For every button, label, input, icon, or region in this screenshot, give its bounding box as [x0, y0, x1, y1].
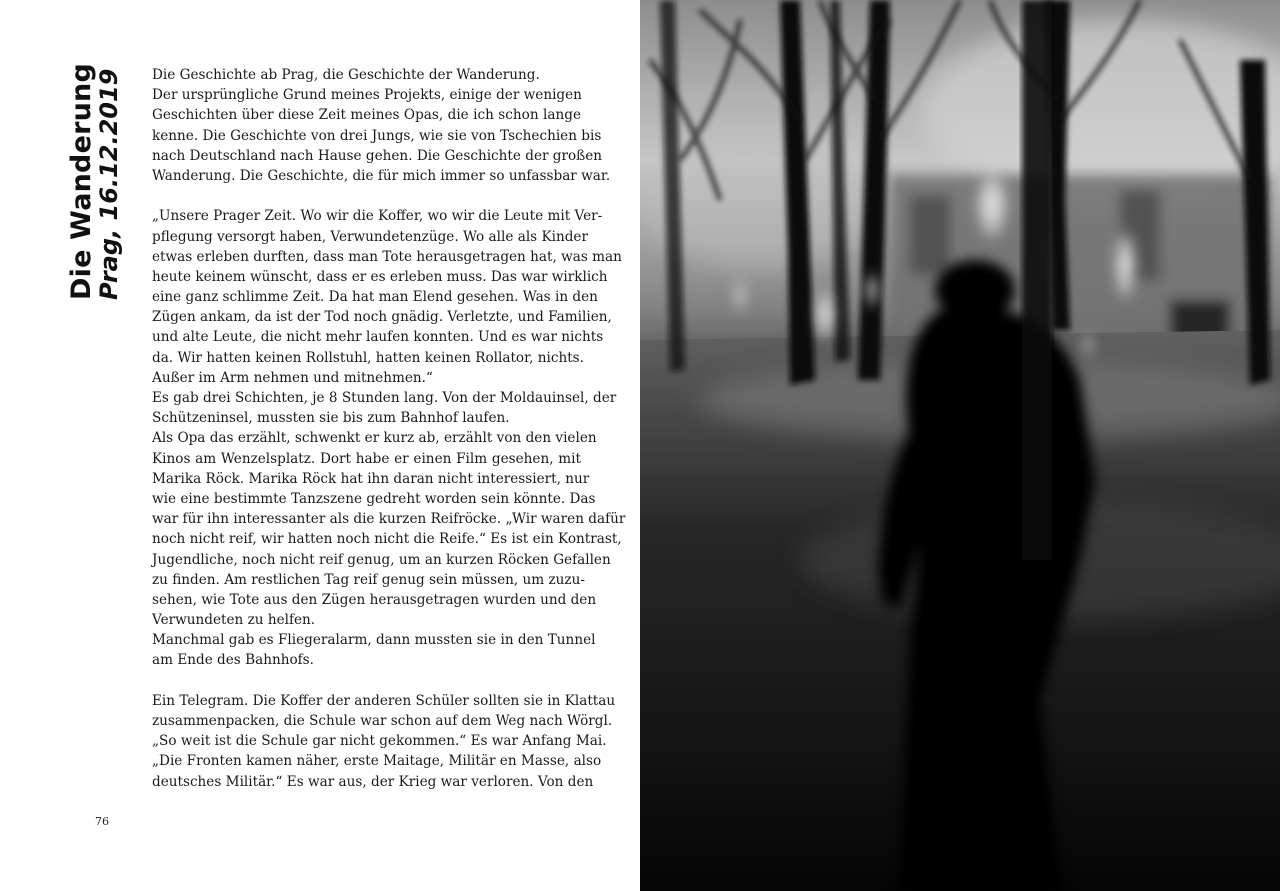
text-line: Kinos am Wenzelsplatz. Dort habe er einen Film gesehen, mit — [152, 450, 581, 467]
text-line: Geschichten über diese Zeit meines Opas, die ich schon lange — [152, 107, 581, 124]
text-line: sehen, wie Tote aus den Zügen herausgetragen wurden und den — [152, 591, 597, 608]
text-line: eine ganz schlimme Zeit. Da hat man Elend gesehen. Was in den — [152, 289, 598, 306]
page-number: 76 — [95, 815, 109, 828]
paragraph-1 — [152, 65, 611, 186]
text-line: und alte Leute, die nicht mehr laufen konnten. Und es war nichts — [152, 329, 604, 346]
text-line: Marika Röck. Marika Röck hat ihn daran nicht interessiert, nur — [152, 470, 590, 487]
chapter-heading — [66, 63, 126, 300]
text-line: pflegung versorgt haben, Verwundetenzüge. Wo alle als Kinder — [152, 228, 588, 245]
text-line: „Die Fronten kamen näher, erste Maitage, Militär en Masse, also — [152, 753, 602, 770]
paragraph-gap — [152, 186, 581, 206]
photo-image — [640, 0, 1280, 891]
text-line: Der ursprüngliche Grund meines Projekts, einige der wenigen — [152, 87, 582, 104]
text-line: Zügen ankam, da ist der Tod noch gnädig. Verletzte, und Familien, — [152, 309, 612, 326]
text-line: deutsches Militär.“ Es war aus, der Krieg war verloren. Von den — [152, 773, 594, 790]
text-line: Wanderung. Die Geschichte, die für mich immer so unfassbar war. — [152, 167, 611, 184]
text-line: „So weit ist die Schule gar nicht gekommen.“ Es war Anfang Mai. — [152, 733, 607, 750]
text-line: nach Deutschland nach Hause gehen. Die Geschichte der großen — [152, 147, 603, 164]
paragraph-2 — [152, 206, 626, 670]
body-text — [152, 65, 626, 792]
paragraph-gap — [152, 671, 581, 691]
text-line: Als Opa das erzählt, schwenkt er kurz ab, erzählt von den vielen — [152, 430, 597, 447]
paragraph-3 — [152, 691, 616, 792]
text-line: Die Geschichte ab Prag, die Geschichte der Wanderung. — [152, 67, 540, 83]
text-line: da. Wir hatten keinen Rollstuhl, hatten keinen Rollator, nichts. — [152, 349, 584, 366]
text-line: Manchmal gab es Fliegeralarm, dann mussten sie in den Tunnel — [152, 632, 596, 649]
night-park-photo — [640, 0, 1280, 891]
chapter-place-date: Prag, 16.12.2019 — [95, 68, 123, 300]
text-line: war für ihn interessanter als die kurzen Reifröcke. „Wir waren dafür — [152, 511, 626, 528]
text-line: zusammenpacken, die Schule war schon auf dem Weg nach Wörgl. — [152, 713, 613, 729]
text-line: etwas erleben durften, dass man Tote herausgetragen hat, was man — [152, 248, 622, 265]
chapter-title: Die Wanderung — [66, 63, 97, 300]
text-line: Außer im Arm nehmen und mitnehmen.“ — [152, 369, 433, 386]
text-line: Verwundeten zu helfen. — [152, 612, 316, 629]
text-line: Ein Telegram. Die Koffer der anderen Schüler sollten sie in Klattau — [152, 692, 616, 709]
text-line: kenne. Die Geschichte von drei Jungs, wie sie von Tschechien bis — [152, 127, 602, 144]
text-line: Schützeninsel, mussten sie bis zum Bahnhof laufen. — [152, 410, 510, 427]
text-line: heute keinem wünscht, dass er es erleben muss. Das war wirklich — [152, 268, 608, 285]
text-line: Jugendliche, noch nicht reif genug, um an kurzen Röcken Gefallen — [152, 551, 611, 568]
text-line: zu finden. Am restlichen Tag reif genug sein müssen, um zuzu- — [152, 571, 585, 588]
text-line: noch nicht reif, wir hatten noch nicht die Reife.“ Es ist ein Kontrast, — [152, 531, 622, 548]
text-line: Es gab drei Schichten, je 8 Stunden lang. Von der Moldauinsel, der — [152, 390, 617, 406]
text-line: wie eine bestimmte Tanzszene gedreht worden sein könnte. Das — [152, 490, 596, 507]
text-line: „Unsere Prager Zeit. Wo wir die Koffer, wo wir die Leute mit Ver- — [152, 208, 603, 225]
text-line: am Ende des Bahnhofs. — [152, 652, 314, 669]
